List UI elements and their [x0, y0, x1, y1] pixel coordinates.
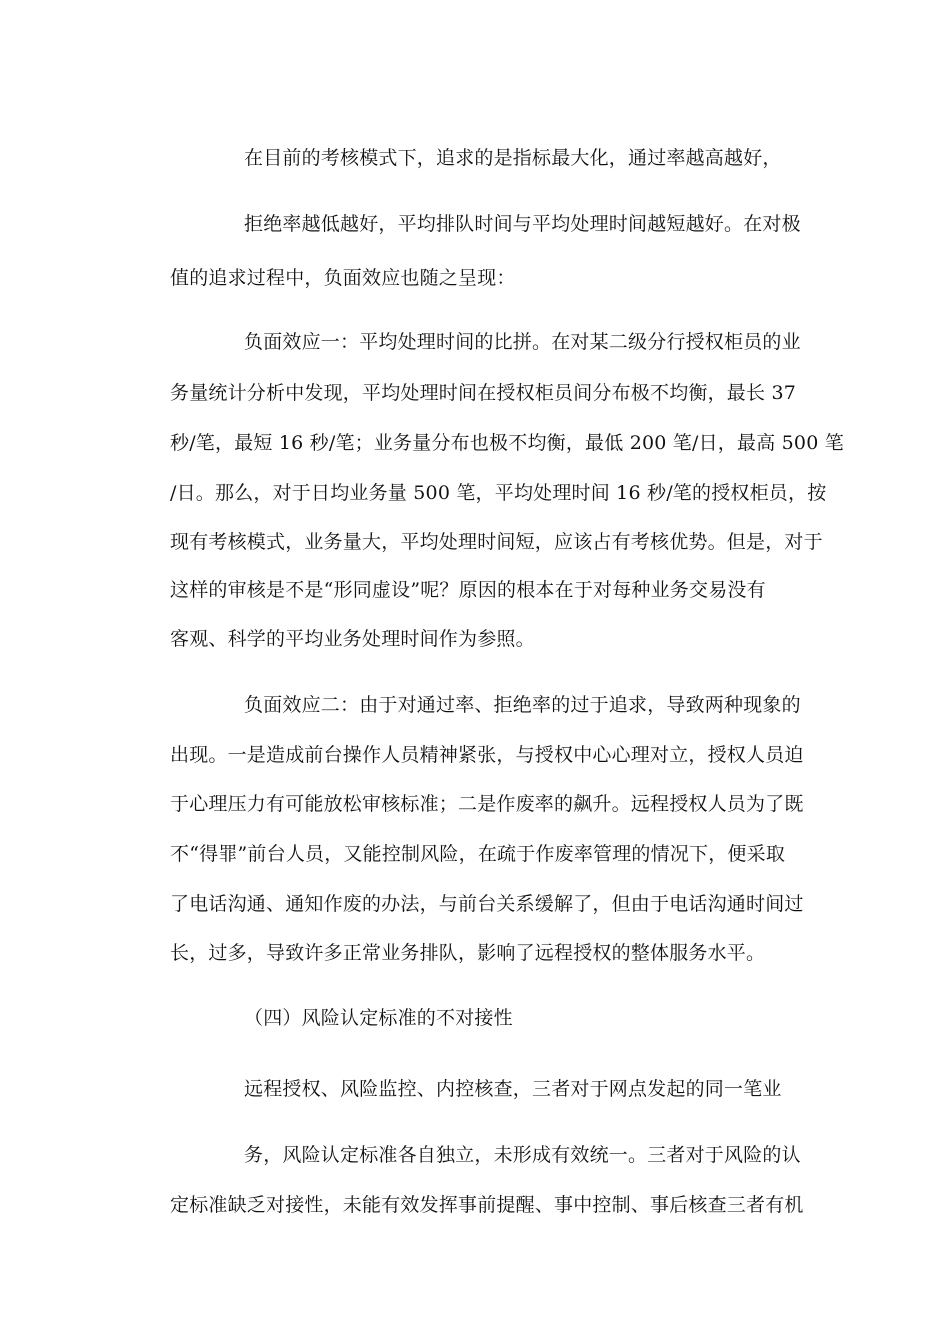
paragraph-3-line-1: 负面效应一：平均处理时间的比拼。在对某二级分行授权柜员的业: [244, 331, 801, 353]
paragraph-4-line-2: 出现。一是造成前台操作人员精神紧张，与授权中心心理对立，授权人员迫: [170, 744, 804, 766]
paragraph-2-line-1: 拒绝率越低越好，平均排队时间与平均处理时间越短越好。在对极: [244, 213, 801, 235]
paragraph-5-line-1: 远程授权、风险监控、内控核查，三者对于网点发起的同一笔业: [244, 1078, 782, 1100]
paragraph-3-line-4: /日。那么，对于日均业务量 500 笔，平均处理时间 16 秒/笔的授权柜员，按: [170, 482, 827, 504]
paragraph-2-line-2: 值的追求过程中，负面效应也随之呈现：: [170, 267, 516, 289]
paragraph-6-line-1: 务，风险认定标准各自独立，未形成有效统一。三者对于风险的认: [244, 1144, 801, 1166]
paragraph-4-line-3: 于心理压力有可能放松审核标准；二是作废率的飙升。远程授权人员为了既: [170, 793, 804, 815]
paragraph-4-line-6: 长，过多，导致许多正常业务排队，影响了远程授权的整体服务水平。: [170, 942, 766, 964]
paragraph-3-line-7: 客观、科学的平均业务处理时间作为参照。: [170, 628, 535, 650]
paragraph-4-line-4: 不“得罪”前台人员，又能控制风险，在疏于作废率管理的情况下，便采取: [170, 843, 786, 865]
paragraph-3-line-3: 秒/笔，最短 16 秒/笔；业务量分布也极不均衡，最低 200 笔/日，最高 500 笔: [170, 432, 844, 454]
paragraph-3-line-2: 务量统计分析中发现，平均处理时间在授权柜员间分布极不均衡，最长 37: [170, 382, 797, 404]
paragraph-4-line-1: 负面效应二：由于对通过率、拒绝率的过于追求，导致两种现象的: [244, 694, 801, 716]
section-heading: （四）风险认定标准的不对接性: [244, 1007, 513, 1029]
paragraph-6-line-2: 定标准缺乏对接性，未能有效发挥事前提醒、事中控制、事后核查三者有机: [170, 1194, 804, 1216]
paragraph-3-line-5: 现有考核模式，业务量大，平均处理时间短，应该占有考核优势。但是，对于: [170, 531, 823, 553]
paragraph-4-line-5: 了电话沟通、通知作废的办法，与前台关系缓解了，但由于电话沟通时间过: [170, 893, 804, 915]
paragraph-1-line-1: 在目前的考核模式下，追求的是指标最大化，通过率越高越好，: [244, 147, 782, 169]
paragraph-3-line-6: 这样的审核是不是“形同虚设”呢？原因的根本在于对每种业务交易没有: [170, 579, 766, 601]
